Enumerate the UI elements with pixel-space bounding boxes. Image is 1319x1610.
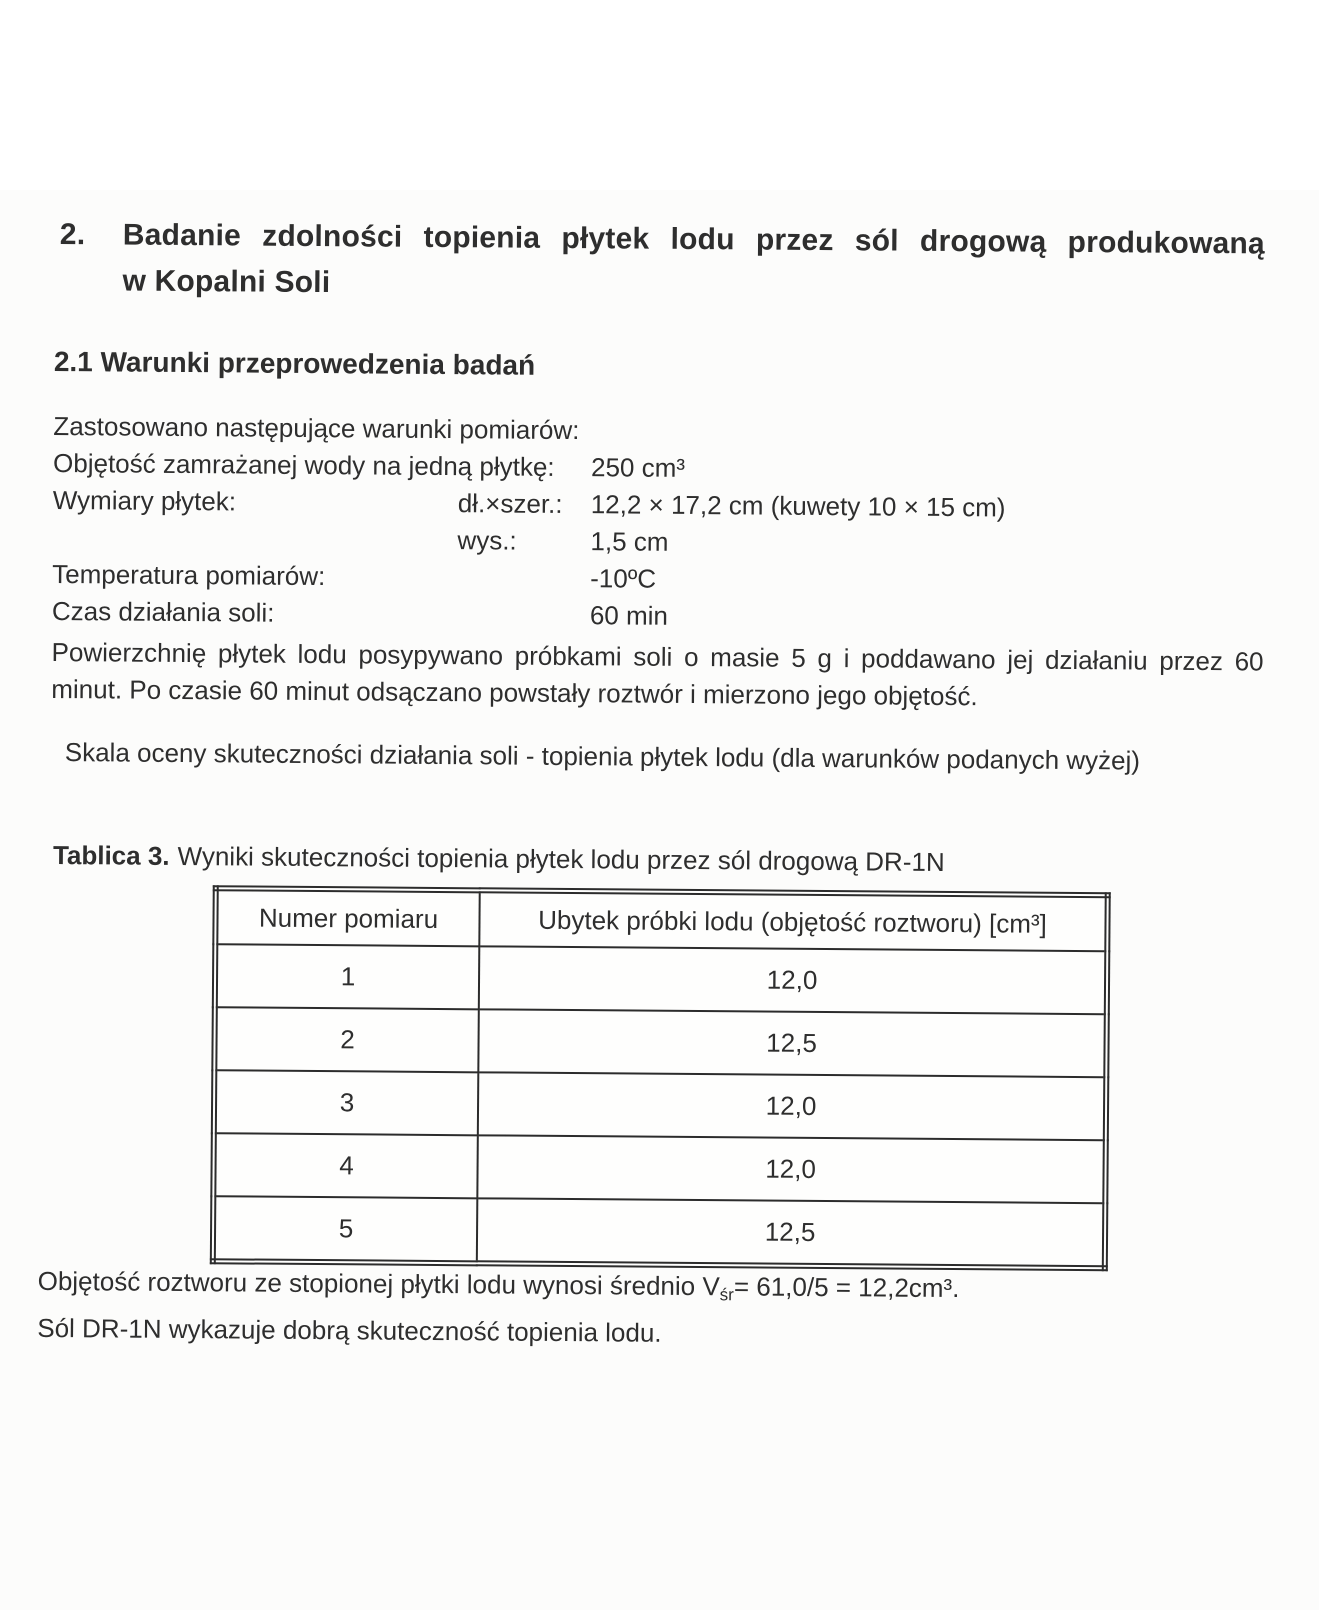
subsection-heading: 2.1 Warunki przeprowedzenia badań [53, 345, 536, 381]
condition-label: Wymiary płytek: [52, 484, 237, 517]
column-header-ice-loss-volume: Ubytek próbki lodu (objętość roztworu) [cm³] [479, 890, 1107, 951]
section-number: 2. [59, 218, 86, 252]
condition-value: 1,5 cm [590, 526, 669, 557]
procedure-paragraph: Powierzchnię płytek lodu posypywano próbkami soli o masie 5 g i poddawano jej działaniu przez 60 minut. Po czasie 60 minut odsączano powstały roztwór i mierzono jego objętość. [51, 636, 1264, 712]
measurement-number-cell: 5 [213, 1196, 478, 1263]
section-title-line2: w Kopalni Soli [122, 264, 331, 300]
v-average-subscript: śr [719, 1285, 734, 1305]
table-caption-label: Tablica 3. [52, 839, 170, 871]
condition-value: -10ºC [590, 563, 657, 594]
measurement-number-cell: 3 [214, 1070, 478, 1135]
table-row [215, 944, 1107, 1014]
condition-dimension: wys.: [457, 525, 517, 556]
table-row [213, 1133, 1105, 1203]
conditions-intro: Zastosowano następujące warunki pomiarów: [53, 410, 580, 446]
condition-dimension: dł.×szer.: [457, 488, 563, 519]
condition-label: Czas działania soli: [51, 595, 275, 628]
table-header-row [215, 888, 1107, 951]
table-row [214, 1070, 1106, 1140]
condition-value: 60 min [589, 600, 669, 631]
conditions-block [52, 408, 1269, 640]
column-header-measurement-number: Numer pomiaru [215, 888, 479, 946]
conclusion-block [37, 1262, 1268, 1357]
measurement-number-cell: 4 [213, 1133, 477, 1198]
table-row [214, 1007, 1106, 1077]
condition-value: 12,2 × 17,2 cm (kuwety 10 × 15 cm) [590, 489, 1006, 523]
condition-label: Temperatura pomiarów: [52, 558, 326, 592]
volume-value-cell: 12,0 [479, 946, 1107, 1014]
condition-label: Objętość zamrażanej wody na jedną płytkę: [52, 447, 555, 482]
table-caption-text: Wyniki skuteczności topienia płytek lodu przez sól drogową DR-1N [177, 840, 945, 877]
condition-value: 250 cm³ [590, 452, 686, 483]
volume-value-cell: 12,0 [478, 1072, 1106, 1140]
table-row [213, 1196, 1105, 1268]
section-title [122, 212, 1265, 313]
conclusion-effectiveness-line: Sól DR-1N wykazuje dobrą skuteczność topienia lodu. [37, 1312, 662, 1348]
conclusion-text-pre: Objętość roztworu ze stopionej płytki lodu wynosi średnio V [37, 1265, 720, 1302]
volume-value-cell: 12,5 [478, 1009, 1106, 1077]
table-caption [53, 840, 1263, 881]
conclusion-text-post: = 61,0/5 = 12,2cm³. [733, 1271, 960, 1304]
volume-value-cell: 12,5 [477, 1198, 1105, 1268]
section-title-line1: Badanie zdolności topienia płytek lodu przez sól drogową produkowaną [122, 218, 1265, 261]
scale-note: Skala oceny skuteczności działania soli - topienia płytek lodu (dla warunków podanych wyżej) [64, 737, 1141, 776]
results-table [210, 885, 1111, 1271]
volume-value-cell: 12,0 [477, 1135, 1105, 1203]
measurement-number-cell: 2 [214, 1007, 478, 1072]
section-heading [59, 212, 1265, 313]
measurement-number-cell: 1 [215, 944, 479, 1009]
